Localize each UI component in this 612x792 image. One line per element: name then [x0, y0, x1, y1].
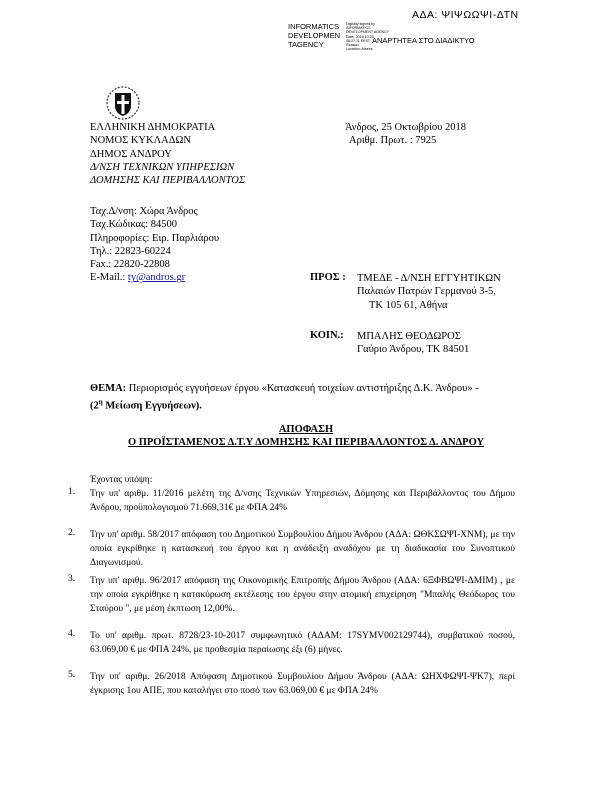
ada-code: ΑΔΑ: ΨΙΨΩΩΨΙ-ΔΤΝ	[412, 9, 519, 21]
to-recipient: ΤΜΕΔΕ - Δ/ΝΣΗ ΕΓΓΥΗΤΙΚΩΝ Παλαιών Πατρών Γερμανού 3-5, ΤΚ 105 61, Αθήνα	[357, 273, 501, 311]
considering-label: Έχοντας υπόψη:	[90, 475, 153, 485]
greek-emblem-icon	[106, 86, 140, 120]
item-number: 1.	[68, 487, 76, 497]
subject: ΘΕΜΑ: Περιορισμός εγγυήσεων έργου «Κατασκευή τοιχείων αντιστήριξης Δ.Κ. Άνδρου» - ($2^\eta$ Μείωση Εγγυήσεων).	[90, 383, 479, 411]
decision-subtitle: Ο ΠΡΟΪΣΤΑΜΕΝΟΣ Δ.Τ.Υ ΔΟΜΗΣΗΣ ΚΑΙ ΠΕΡΙΒΑΛΛΟΝΤΟΣ Δ. ΑΝΔΡΟΥ	[127, 437, 485, 448]
cc-recipient: ΜΠΑΛΗΣ ΘΕΟΔΩΡΟΣ Γαύριο Άνδρου, ΤΚ 84501	[357, 331, 470, 356]
date-protocol: Άνδρος, 25 Οκτωβρίου 2018 Αριθμ. Πρωτ. : 7925	[345, 122, 467, 147]
informatics-logo-text: INFORMATICS DEVELOPMEN TAGENCY	[288, 22, 341, 49]
stamp-small-print: Digitally signed by INFORMATICS DEVELOPMENT AGENCY Date: 2018.10.25 08:27:11 EEST Reason: Location: Athens	[346, 22, 390, 52]
list-item: Την υπ' αριθμ. 26/2018 Απόφαση Δημοτικού Συμβουλίου Δήμου Άνδρου (ΑΔΑ: ΩΗΧΦΩΨΙ-ΨΚ7), περί έγκρισης 1ου ΑΠΕ, που καταλήγει στο ποσό των 63.069,00 € με ΦΠΑ 24%	[90, 672, 515, 696]
item-number: 2.	[68, 528, 76, 538]
to-label: ΠΡΟΣ :	[310, 272, 346, 283]
item-number: 4.	[68, 629, 76, 639]
list-item: Την υπ' αριθμ. 96/2017 απόφαση της Οικονομικής Επιτροπής Δήμου Άνδρου (ΑΔΑ: 6ΞΦΒΩΨΙ-ΔΜΙΜ) , με την οποία εγκρίθηκε η κατακύρωση εκτέλεσης του έργου στην ατομική επιχείρηση "Μπαλής Θεόδωρος του Σταύρου ", με μέση έκπτωση 12,00%.	[90, 576, 515, 614]
item-number: 3.	[68, 574, 76, 584]
cc-label: ΚΟΙΝ.:	[310, 330, 344, 341]
list-item: Την υπ' αριθμ. 11/2016 μελέτη της Δ/νσης Τεχνικών Υπηρεσιών, Δόμησης και Περιβάλλοντος του Δήμου Άνδρου, προϋπολογισμού 71.669,31€ με ΦΠΑ 24%	[90, 489, 515, 513]
list-item: Την υπ' αριθμ. 58/2017 απόφαση του Δημοτικού Συμβουλίου Δήμου Άνδρου (ΑΔΑ: ΩΘΚΣΩΨΙ-ΧΝΜ), με την οποία εγκρίθηκε η κατασκευή του έργου και η ανάδειξη αναδόχου με τη διαδικασία του Συνοπτικού Διαγωνισμού.	[90, 530, 515, 568]
decision-title: ΑΠΟΦΑΣΗ	[278, 424, 334, 435]
list-item: Το υπ' αριθμ. πρωτ. 8728/23-10-2017 συμφωνητικό (ΑΔΑΜ: 17SYMV002129744), συμβατικού ποσού, 63.069,00 € με ΦΠΑ 24%, με προθεσμία περαίωσης έξι (6) μήνες.	[90, 631, 515, 655]
email-link[interactable]: ty@andros.gr	[127, 272, 186, 284]
posted-online-note: ΑΝΑΡΤΗΤΕΑ ΣΤΟ ΔΙΑΔΙΚΤΥΟ	[372, 36, 475, 45]
item-number: 5.	[68, 670, 76, 680]
contact-details: Ταχ.Δ/νση: Χώρα Άνδρος Ταχ.Κώδικας: 84500 Πληροφορίες: Ειρ. Παρλιάρου Τηλ.: 22823-60224 Fax.: 22820-22808 E-Mail.: ty@andros.gr	[90, 206, 220, 284]
sender-authority: ΕΛΛΗΝΙΚΗ ΔΗΜΟΚΡΑΤΙΑ ΝΟΜΟΣ ΚΥΚΛΑΔΩΝ ΔΗΜΟΣ ΑΝΔΡΟΥ Δ/ΝΣΗ ΤΕΧΝΙΚΩΝ ΥΠΗΡΕΣΙΩΝ ΔΟΜΗΣΗΣ ΚΑΙ ΠΕΡΙΒΑΛΛΟΝΤΟΣ	[90, 122, 246, 187]
